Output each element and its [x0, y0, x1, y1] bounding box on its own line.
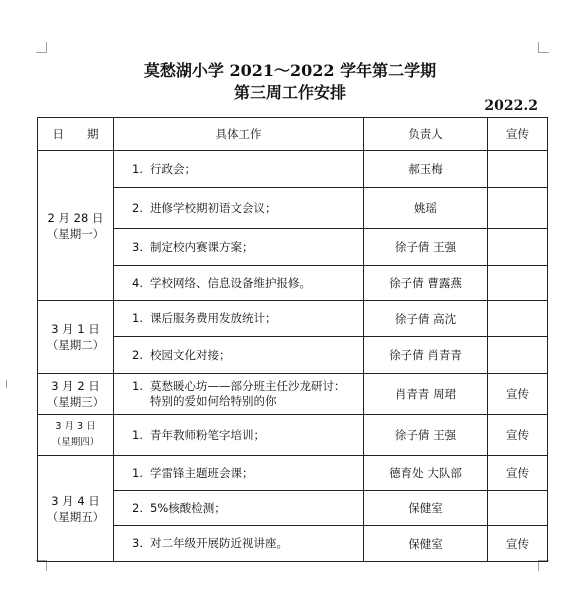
page-corner-mark-top-right: [538, 42, 549, 53]
publicity-cell: [488, 266, 548, 301]
task-cell: [114, 491, 364, 526]
column-header-task: 具体工作: [114, 118, 364, 151]
day-date: 3 月 4 日: [51, 493, 100, 508]
day-cell-monday: [38, 151, 114, 301]
publicity-cell: 宣传: [488, 526, 548, 562]
day-date: 2 月 28 日: [47, 210, 104, 225]
publicity-cell: [488, 229, 548, 266]
table-row: [38, 188, 548, 229]
owner-cell: 姚瑶: [364, 188, 488, 229]
task-cell: [114, 229, 364, 266]
table-row: [38, 526, 548, 562]
task-number: 1.: [132, 379, 143, 393]
task-cell: [114, 301, 364, 337]
publicity-cell: [488, 301, 548, 337]
task-text: 对二年级开展防近视讲座。: [150, 536, 288, 550]
page-corner-mark-top-left: [36, 42, 47, 53]
table-row: [38, 337, 548, 374]
task-cell: [114, 266, 364, 301]
table-row: [38, 301, 548, 337]
owner-cell: 徐子倩 高沈: [364, 301, 488, 337]
task-cell: [114, 188, 364, 229]
day-cell-tuesday: [38, 301, 114, 374]
owner-cell: 徐子倩 曹露燕: [364, 266, 488, 301]
task-text: 学校网络、信息设备维护报修。: [150, 275, 311, 290]
task-number: 3.: [132, 536, 143, 550]
document-title: 莫愁湖小学 2021～2022 学年第二学期: [143, 61, 437, 80]
column-header-date: 日 期: [38, 118, 114, 151]
table-header-row: [38, 118, 548, 151]
day-cell-wednesday: [38, 374, 114, 415]
task-number: 3.: [132, 239, 143, 254]
task-cell: [114, 526, 364, 562]
table-row: [38, 491, 548, 526]
owner-cell: 郝玉梅: [364, 151, 488, 188]
table-row: [38, 374, 548, 415]
day-weekday: （星期五）: [46, 509, 105, 524]
day-date: 3 月 3 日: [55, 421, 96, 432]
task-text: 学雷锋主题班会课；: [150, 465, 254, 480]
owner-cell: 肖青青 周珺: [364, 374, 488, 415]
publicity-cell: 宣传: [488, 415, 548, 456]
task-number: 2.: [132, 200, 143, 215]
task-number: 4.: [132, 275, 143, 290]
task-number: 2.: [132, 347, 143, 362]
task-text: 校园文化对接；: [150, 347, 231, 362]
task-number: 1.: [132, 427, 143, 442]
day-date: 3 月 1 日: [51, 322, 100, 336]
table-row: [38, 229, 548, 266]
task-number: 1.: [132, 311, 143, 325]
day-weekday: （星期二）: [46, 338, 105, 352]
publicity-cell: 宣传: [488, 374, 548, 415]
task-number: 1.: [132, 161, 143, 176]
task-cell: [114, 374, 364, 415]
publicity-cell: [488, 491, 548, 526]
owner-cell: 徐子倩 肖青青: [364, 337, 488, 374]
owner-cell: 德育处 大队部: [364, 456, 488, 491]
day-date: 3 月 2 日: [51, 379, 100, 393]
day-cell-friday: [38, 456, 114, 562]
publicity-cell: [488, 151, 548, 188]
task-cell: [114, 151, 364, 188]
column-header-owner: 负责人: [364, 118, 488, 151]
table-row: [38, 456, 548, 491]
table-row: [38, 151, 548, 188]
owner-cell: 保健室: [364, 526, 488, 562]
publicity-cell: 宣传: [488, 456, 548, 491]
owner-cell: 徐子倩 王强: [364, 229, 488, 266]
task-text-line2: 特别的爱如何给特别的你: [150, 394, 277, 408]
task-text: 课后服务费用发放统计；: [150, 311, 277, 325]
schedule-table: [37, 117, 548, 562]
text-cursor-mark: [6, 380, 9, 388]
day-weekday: （星期三）: [46, 395, 105, 409]
task-number: 1.: [132, 465, 143, 480]
task-text: 进修学校期初语文会议；: [150, 200, 277, 215]
publicity-cell: [488, 337, 548, 374]
day-cell-thursday: [38, 415, 114, 456]
day-weekday: （星期一）: [46, 226, 105, 241]
document-date: 2022.2: [484, 98, 538, 114]
task-cell: [114, 415, 364, 456]
document-subtitle: 第三周工作安排: [233, 83, 346, 102]
owner-cell: 徐子倩 王强: [364, 415, 488, 456]
table-row: [38, 266, 548, 301]
task-cell: [114, 337, 364, 374]
publicity-cell: [488, 188, 548, 229]
task-text: 莫愁暖心坊——部分班主任沙龙研讨：: [150, 379, 346, 393]
task-number: 2.: [132, 500, 143, 515]
task-text: 行政会；: [150, 161, 196, 176]
owner-cell: 保健室: [364, 491, 488, 526]
task-cell: [114, 456, 364, 491]
task-text: 制定校内赛课方案；: [150, 239, 254, 254]
table-row: [38, 415, 548, 456]
task-text: 青年教师粉笔字培训；: [150, 427, 265, 442]
column-header-publicity: 宣传: [488, 118, 548, 151]
day-weekday: （星期四）: [51, 437, 100, 448]
task-text: 5%核酸检测；: [150, 500, 226, 515]
